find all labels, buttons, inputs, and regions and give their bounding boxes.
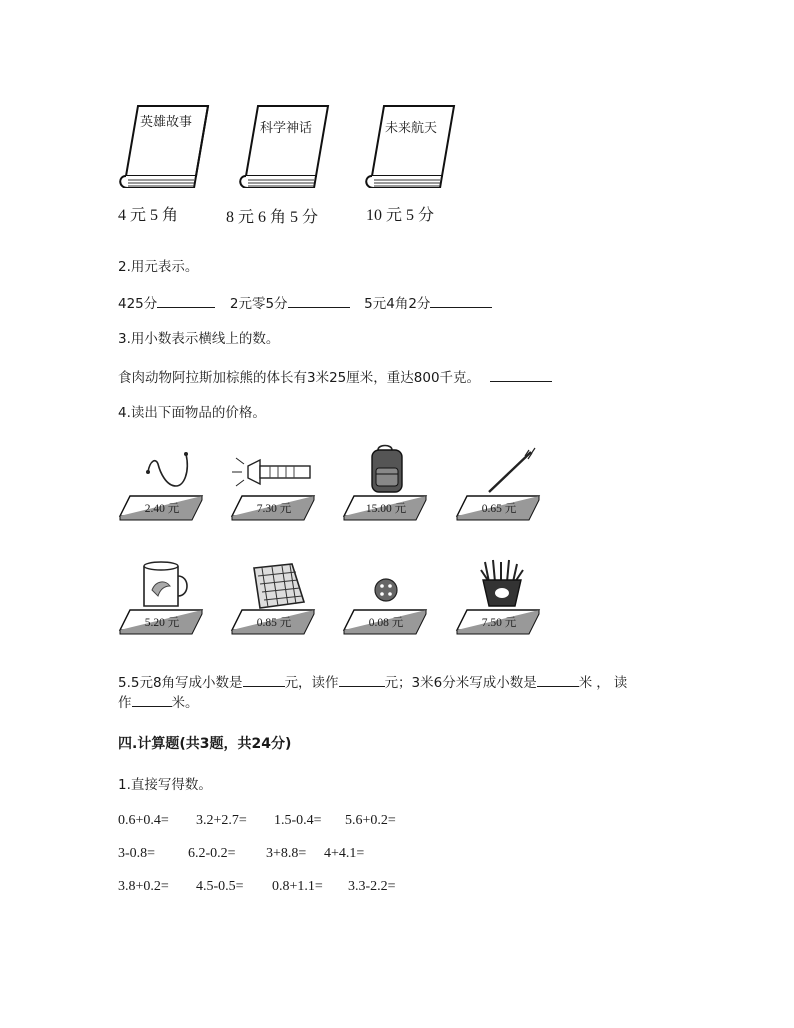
price-label: 2.40 元 xyxy=(144,503,180,515)
button-icon xyxy=(342,556,428,612)
book-title: 科学神话 xyxy=(259,117,313,136)
calc-expr: 0.8+1.1= xyxy=(272,879,323,894)
price-item-flashlight xyxy=(230,442,316,524)
answer-blank[interactable] xyxy=(132,692,172,707)
price-item-button xyxy=(342,556,428,638)
book-price: 8 元 6 角 5 分 xyxy=(226,209,319,226)
q2-item: 5元4角2分 xyxy=(364,296,431,312)
calc-expr: 3.2+2.7= xyxy=(196,813,247,828)
q5-text: 5.5元8角写成小数是 xyxy=(118,675,243,691)
q5-line-1 xyxy=(118,672,631,692)
backpack-icon xyxy=(342,442,428,498)
answer-blank[interactable] xyxy=(243,672,285,687)
calc-expr: 3.8+0.2= xyxy=(118,879,169,894)
calc-expr: 4+4.1= xyxy=(324,846,365,861)
price-label: 5.20 元 xyxy=(144,617,180,629)
fries-icon xyxy=(455,556,541,612)
calc-expr: 3.3-2.2= xyxy=(348,879,396,894)
q3-title: 3.用小数表示横线上的数。 xyxy=(118,331,280,347)
q2-items xyxy=(118,293,492,313)
calc-expr: 6.2-0.2= xyxy=(188,846,236,861)
earphone-icon xyxy=(118,442,204,498)
answer-blank[interactable] xyxy=(490,367,552,382)
price-item-handkerchief xyxy=(230,556,316,638)
q5-text: 元；3米6分米写成小数是 xyxy=(384,675,537,691)
price-label: 15.00 元 xyxy=(365,503,407,515)
answer-blank[interactable] xyxy=(157,293,215,308)
q5-text: 作 xyxy=(118,695,132,711)
mug-icon xyxy=(118,556,204,612)
section-heading: 四.计算题(共3题，共24分) xyxy=(118,736,292,752)
q3-text-line xyxy=(118,367,552,387)
q2-title: 2.用元表示。 xyxy=(118,259,199,275)
calc-row xyxy=(118,845,364,863)
price-label: 7.50 元 xyxy=(481,617,517,629)
price-item-earphone xyxy=(118,442,204,524)
calc-row xyxy=(118,878,396,896)
q5-text: 元，读作 xyxy=(284,675,339,691)
book-title: 未来航天 xyxy=(384,117,438,136)
q3-text: 食肉动物阿拉斯加棕熊的体长有3米25厘米，重达800千克。 xyxy=(118,370,481,386)
book-title: 英雄故事 xyxy=(139,111,193,130)
q2-item: 425分 xyxy=(118,296,158,312)
flashlight-icon xyxy=(230,442,316,498)
price-label: 7.30 元 xyxy=(256,503,292,515)
q5-text: 米。 xyxy=(171,695,199,711)
handkerchief-icon xyxy=(230,556,316,612)
answer-blank[interactable] xyxy=(537,672,579,687)
q4-title: 4.读出下面物品的价格。 xyxy=(118,405,266,421)
calc-expr: 5.6+0.2= xyxy=(345,813,396,828)
price-label: 0.85 元 xyxy=(256,617,292,629)
calc-expr: 1.5-0.4= xyxy=(274,813,322,828)
book-price: 10 元 5 分 xyxy=(366,207,435,224)
answer-blank[interactable] xyxy=(430,293,492,308)
calc-expr: 4.5-0.5= xyxy=(196,879,244,894)
price-item-mug xyxy=(118,556,204,638)
price-item-toothbrush xyxy=(455,442,541,524)
calc-expr: 3+8.8= xyxy=(266,846,307,861)
price-item-fries xyxy=(455,556,541,638)
calc-expr: 3-0.8= xyxy=(118,846,156,861)
answer-blank[interactable] xyxy=(288,293,350,308)
answer-blank[interactable] xyxy=(339,672,385,687)
price-item-backpack xyxy=(342,442,428,524)
price-label: 0.65 元 xyxy=(481,503,517,515)
toothbrush-icon xyxy=(455,442,541,498)
book-price: 4 元 5 角 xyxy=(118,207,179,224)
q5-text: 米，读 xyxy=(578,675,632,691)
calc-expr: 0.6+0.4= xyxy=(118,813,169,828)
q2-item: 2元零5分 xyxy=(229,296,288,312)
calc-row xyxy=(118,812,396,830)
q5-line-2 xyxy=(118,692,199,712)
price-label: 0.08 元 xyxy=(368,617,404,629)
calc-q1-title: 1.直接写得数。 xyxy=(118,777,212,793)
